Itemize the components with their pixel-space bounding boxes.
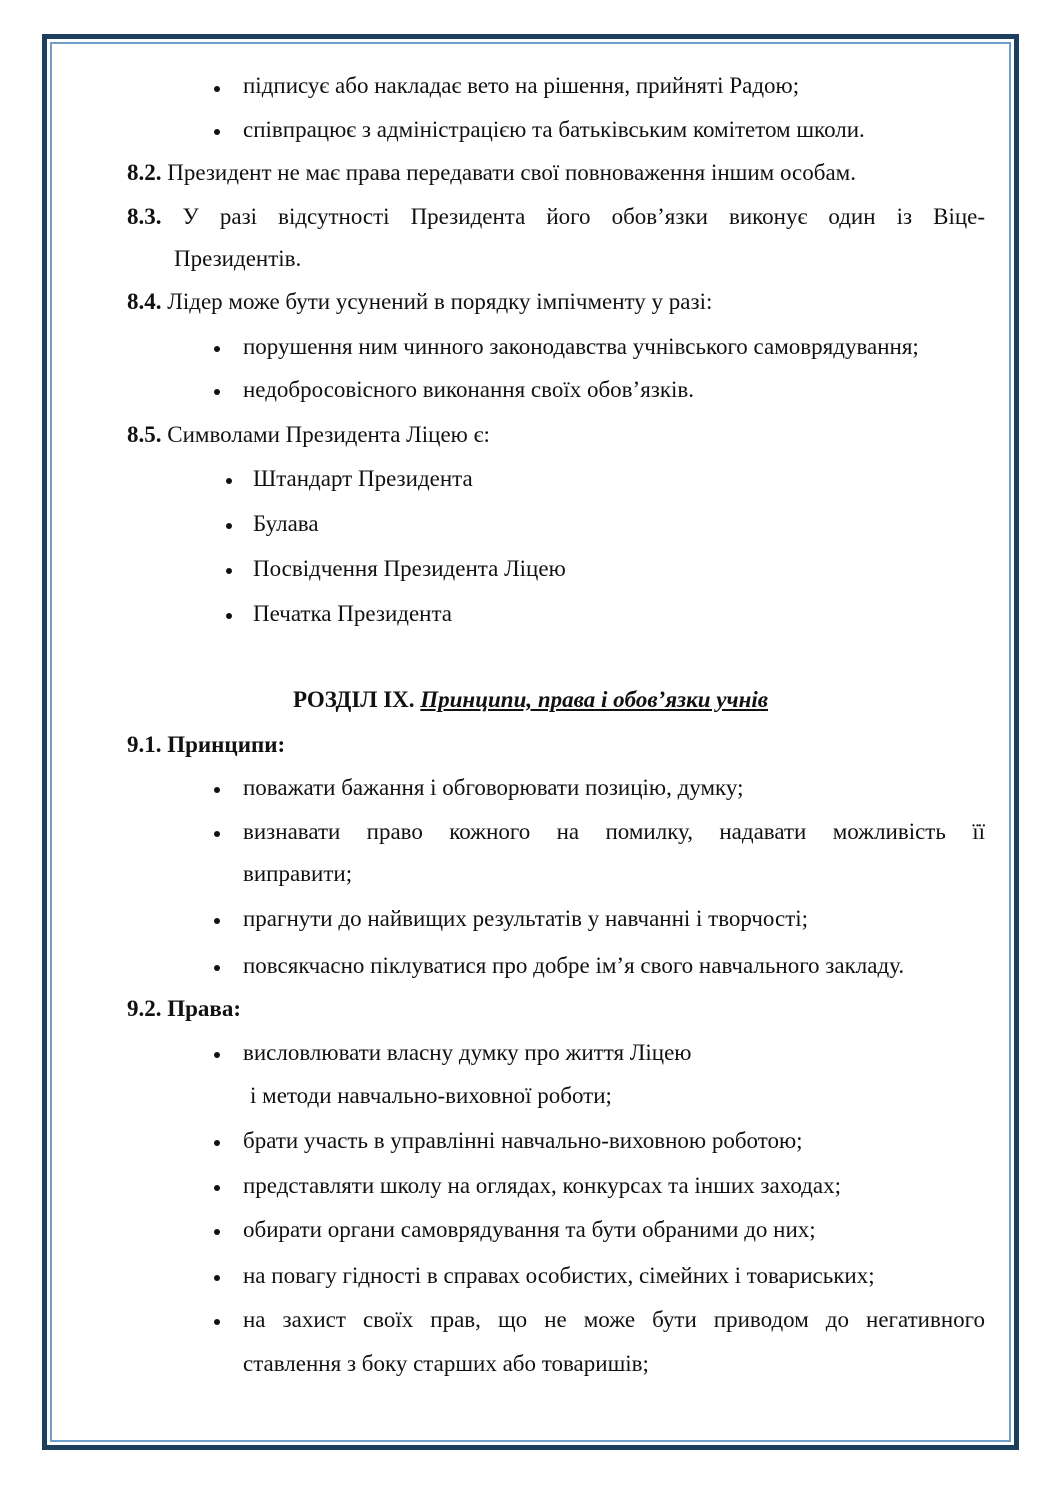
list-item: недобросовісного виконання своїх обов’язків. bbox=[243, 377, 695, 402]
list-item: визнавати право кожного на помилку, надавати можливість її bbox=[243, 819, 985, 844]
list-item-continuation: і методи навчально-виховної роботи; bbox=[250, 1083, 612, 1108]
clause-number: 8.2. bbox=[127, 160, 162, 185]
list-item-continuation: ставлення з боку старших або товаришів; bbox=[243, 1351, 649, 1376]
symbol-item: Посвідчення Президента Ліцею bbox=[253, 556, 566, 581]
symbol-item: Печатка Президента bbox=[253, 601, 453, 626]
section-heading bbox=[0, 686, 1061, 714]
clause-number: 8.5. bbox=[127, 422, 162, 447]
symbol-item: Булава bbox=[253, 511, 319, 536]
bullet-dot bbox=[214, 389, 220, 395]
clause-8-2 bbox=[127, 159, 856, 187]
bullet-dot bbox=[226, 613, 232, 619]
clause-8-5 bbox=[127, 421, 490, 449]
list-item: на повагу гідності в справах особистих, сімейних і товариських; bbox=[243, 1263, 875, 1288]
subsection-principles: 9.1. Принципи: bbox=[127, 732, 286, 757]
clause-text-continuation: Президентів. bbox=[174, 246, 302, 271]
list-item: підписує або накладає вето на рішення, прийняті Радою; bbox=[243, 73, 800, 98]
clause-8-3 bbox=[127, 203, 985, 231]
bullet-dot bbox=[214, 918, 220, 924]
list-item: поважати бажання і обговорювати позицію, думку; bbox=[243, 775, 744, 800]
subsection-rights: 9.2. Права: bbox=[127, 996, 242, 1021]
bullet-dot bbox=[214, 1140, 220, 1146]
bullet-dot bbox=[214, 346, 220, 352]
bullet-dot bbox=[214, 965, 220, 971]
bullet-dot bbox=[214, 831, 220, 837]
clause-text: Лідер може бути усунений в порядку імпічменту у разі: bbox=[167, 289, 713, 314]
bullet-dot bbox=[214, 86, 220, 92]
list-item: обирати органи самоврядування та бути обраними до них; bbox=[243, 1217, 816, 1242]
bullet-dot bbox=[214, 787, 220, 793]
list-item: на захист своїх прав, що не може бути приводом до негативного bbox=[243, 1307, 985, 1332]
clause-text: Президент не має права передавати свої повноваження іншим особам. bbox=[167, 160, 856, 185]
list-item-continuation: виправити; bbox=[243, 861, 353, 886]
clause-number: 8.4. bbox=[127, 289, 162, 314]
list-item: представляти школу на оглядах, конкурсах та інших заходах; bbox=[243, 1173, 841, 1198]
clause-8-4 bbox=[127, 288, 712, 316]
bullet-dot bbox=[226, 523, 232, 529]
clause-number: 8.3. bbox=[127, 204, 162, 229]
list-item: висловлювати власну думку про життя Ліцею bbox=[243, 1040, 692, 1065]
section-label: РОЗДІЛ ІХ. bbox=[292, 687, 415, 712]
bullet-dot bbox=[226, 568, 232, 574]
bullet-dot bbox=[214, 1275, 220, 1281]
clause-text: У разі відсутності Президента його обов’язки виконує один із Віце- bbox=[182, 204, 986, 229]
symbol-item: Штандарт Президента bbox=[253, 466, 473, 491]
bullet-dot bbox=[226, 478, 232, 484]
list-item: повсякчасно піклуватися про добре ім’я свого навчального закладу. bbox=[243, 953, 905, 978]
list-item: порушення ним чинного законодавства учнівського самоврядування; bbox=[243, 334, 919, 359]
bullet-dot bbox=[214, 1052, 220, 1058]
clause-text: Символами Президента Ліцею є: bbox=[167, 422, 490, 447]
bullet-dot bbox=[214, 129, 220, 135]
bullet-dot bbox=[214, 1319, 220, 1325]
list-item: брати участь в управлінні навчально-виховною роботою; bbox=[243, 1128, 803, 1153]
bullet-dot bbox=[214, 1185, 220, 1191]
section-title: Принципи, права і обов’язки учнів bbox=[420, 687, 769, 712]
list-item: прагнути до найвищих результатів у навчанні і творчості; bbox=[243, 906, 809, 931]
list-item: співпрацює з адміністрацією та батьківським комітетом школи. bbox=[243, 117, 865, 142]
bullet-dot bbox=[214, 1229, 220, 1235]
